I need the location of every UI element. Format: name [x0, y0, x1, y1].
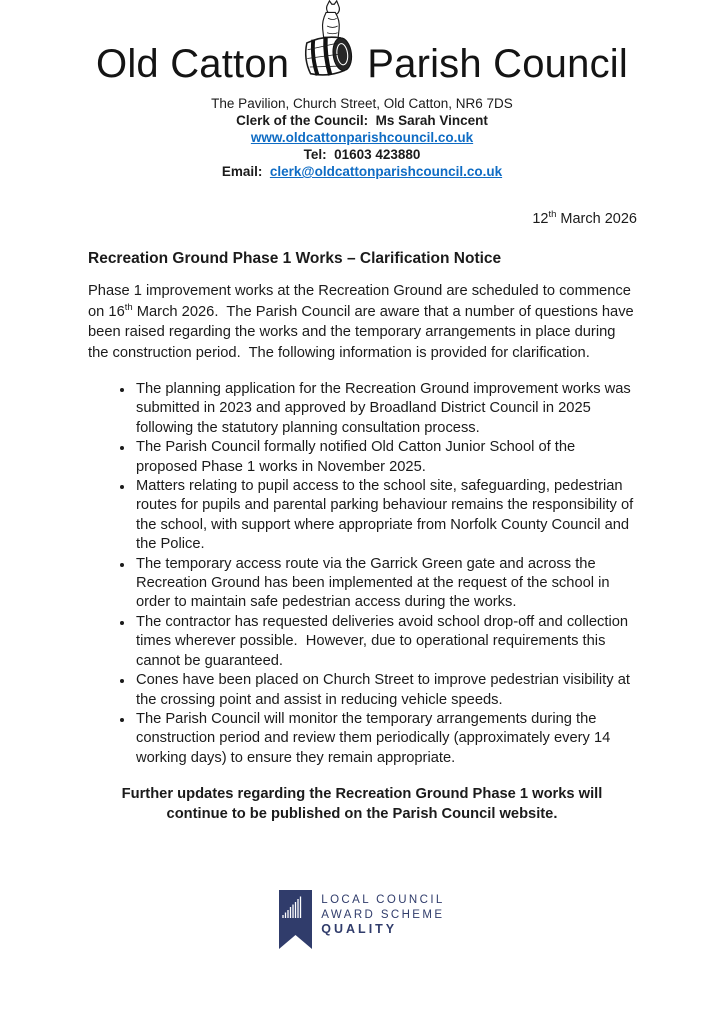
list-item: • The planning application for the Recreation Ground improvement works was submitted in 2023 and approved by Broadland District Council in 2025 following the statutory planning consultation process. — [134, 380, 636, 438]
intro-ordinal-suffix: th — [124, 301, 133, 313]
list-item: • Cones have been placed on Church Street to improve pedestrian visibility at the crossing point and assist in reducing vehicle speeds. — [134, 671, 636, 710]
award-line-2: AWARD SCHEME — [321, 908, 445, 921]
contact-block — [0, 95, 724, 180]
clerk-line: Clerk of the Council: Ms Sarah Vincent — [236, 113, 488, 128]
notice-body — [0, 250, 724, 824]
intro-paragraph — [88, 281, 636, 363]
intro-text-start: Phase 1 improvement works at the Recreation Ground are scheduled to commence on 16 — [88, 283, 635, 320]
email-link[interactable]: clerk@oldcattonparishcouncil.co.uk — [269, 164, 503, 179]
award-scheme-logo — [0, 890, 724, 954]
notice-heading: Recreation Ground Phase 1 Works – Clarification Notice — [88, 250, 502, 267]
list-item: • The Parish Council will monitor the temporary arrangements during the construction period and review them periodically (approximately every 14 working days) to ensure they remain appropriate. — [134, 710, 636, 768]
date-ordinal-suffix: th — [548, 209, 557, 221]
title-right: Parish Council — [367, 42, 628, 86]
award-line-3: QUALITY — [321, 922, 398, 937]
website-line — [0, 129, 724, 146]
website-link[interactable]: www.oldcattonparishcouncil.co.uk — [250, 130, 474, 145]
date-rest: March 2026 — [556, 211, 637, 227]
title-left: Old Catton — [96, 42, 290, 86]
address-line: The Pavilion, Church Street, Old Catton, NR6 7DS — [211, 96, 513, 111]
list-item: • The contractor has requested deliveries avoid school drop-off and collection times wherever possible. However, due to operational requirements this cannot be guaranteed. — [134, 613, 636, 671]
award-line-1: LOCAL COUNCIL — [321, 894, 445, 907]
header-title-row — [0, 0, 724, 88]
closing-statement: Further updates regarding the Recreation Ground Phase 1 works will continue to be published on the Parish Council website. — [121, 786, 607, 822]
intro-text-end: March 2026. The Parish Council are aware that a number of questions have been raised regarding the works and the temporary arrangements in place during the construction period. The following information is provided for clarification. — [88, 303, 638, 361]
clarification-list — [88, 380, 636, 768]
date-day: 12 — [532, 211, 549, 227]
list-item: • The Parish Council formally notified Old Catton Junior School of the proposed Phase 1 works in November 2025. — [134, 438, 636, 477]
cat-on-barrel-crest-icon — [299, 0, 357, 88]
email-line — [0, 163, 724, 180]
email-label: Email: — [221, 164, 270, 179]
award-ribbon-icon — [279, 890, 312, 954]
document-date — [0, 211, 724, 227]
tel-line: Tel: 01603 423880 — [303, 147, 421, 162]
list-item: • Matters relating to pupil access to the school site, safeguarding, pedestrian routes for pupils and parental parking behaviour remains the responsibility of the school, with support where appropriate from Norfolk County Council and the Police. — [134, 477, 636, 555]
list-item: • The temporary access route via the Garrick Green gate and across the Recreation Ground has been implemented at the request of the school in order to maintain safe pedestrian access during the works. — [134, 555, 636, 613]
award-text-block — [321, 890, 444, 937]
